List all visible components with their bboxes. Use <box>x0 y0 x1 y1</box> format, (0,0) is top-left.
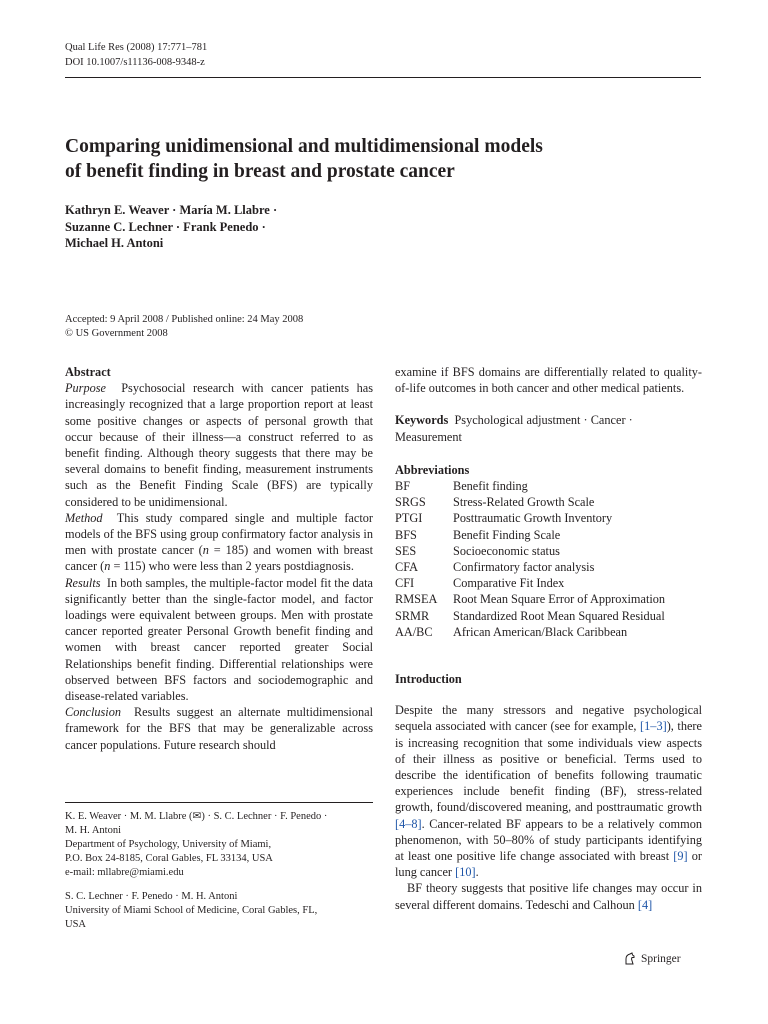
abbreviation-meaning: Comparative Fit Index <box>453 576 565 591</box>
abbreviation-meaning: Benefit Finding Scale <box>453 527 561 542</box>
affiliations <box>65 810 365 932</box>
method-text-2: = 185) and women with breast cancer ( <box>65 543 373 574</box>
abbreviation-term: AA/BC <box>395 624 433 639</box>
publisher-mark <box>623 952 681 966</box>
abstract-column <box>65 364 373 753</box>
abstract-heading: Abstract <box>65 365 111 379</box>
purpose-label: Purpose <box>65 381 106 396</box>
abbreviation-row <box>395 575 702 591</box>
abbreviation-row <box>395 608 702 624</box>
ref-link[interactable]: [9] <box>673 849 688 864</box>
keywords <box>395 412 702 444</box>
accepted-date: Accepted: 9 April 2008 / Published online: 24 May 2008 <box>65 314 304 325</box>
abbreviation-term: SES <box>395 543 417 558</box>
authors-line-3: Michael H. Antoni <box>65 236 164 250</box>
abbreviation-meaning: African American/Black Caribbean <box>453 624 628 639</box>
publication-dates <box>65 313 303 341</box>
copyright: © US Government 2008 <box>65 328 168 339</box>
header-rule <box>65 77 701 78</box>
abstract-continued: examine if BFS domains are differentially related to quality-of-life outcomes in both cancer and other medical patients. <box>395 365 702 396</box>
abbreviation-meaning: Standardized Root Mean Squared Residual <box>453 608 665 623</box>
abbreviation-meaning: Socioeconomic status <box>453 543 560 558</box>
method-n2: n <box>104 559 111 574</box>
intro-p1-text-b: ), there is increasing recognition that some individuals view aspects of their illness as positive or beneficial. Terms used to describe the identification of benefits following traumatic experiences include benefit finding (BF), stress-related growth, found/discovered meaning, and posttraumatic growth <box>395 719 702 815</box>
intro-paragraph-2 <box>395 880 702 912</box>
publisher-name: Springer <box>641 953 681 965</box>
doi: DOI 10.1007/s11136-008-9348-z <box>65 57 205 68</box>
keywords-label: Keywords <box>395 413 449 428</box>
intro-p2-text: BF theory suggests that positive life changes may occur in several different domains. Tedeschi and Calhoun <box>395 881 702 912</box>
abbreviation-term: RMSEA <box>395 592 438 607</box>
title-line-2: of benefit finding in breast and prostate cancer <box>65 161 455 182</box>
intro-paragraph-1 <box>395 702 702 880</box>
method-text-3: = 115) who were less than 2 years postdiagnosis. <box>110 559 354 574</box>
abbreviation-term: BFS <box>395 527 417 542</box>
right-column <box>395 364 702 913</box>
abstract-method <box>65 510 373 575</box>
abbreviation-term: BF <box>395 479 411 494</box>
author-list <box>65 202 465 252</box>
affil-email[interactable]: e-mail: mllabre@miami.edu <box>65 867 184 878</box>
abbreviation-row <box>395 510 702 526</box>
ref-link[interactable]: [10] <box>455 865 476 880</box>
authors-line-2: Suzanne C. Lechner · Frank Penedo · <box>65 219 266 234</box>
affil-school: University of Miami School of Medicine, Coral Gables, FL, <box>65 905 318 916</box>
abbreviation-term: SRMR <box>395 608 430 623</box>
abbreviation-row <box>395 591 702 607</box>
abbreviation-row <box>395 494 702 510</box>
abbreviation-row <box>395 478 702 494</box>
affil-authors-2: M. H. Antoni <box>65 825 122 836</box>
abbreviation-meaning: Confirmatory factor analysis <box>453 560 595 575</box>
conclusion-label: Conclusion <box>65 705 122 720</box>
abbreviation-term: SRGS <box>395 495 426 510</box>
affil-address: P.O. Box 24-8185, Coral Gables, FL 33134, USA <box>65 853 273 864</box>
article-title <box>65 134 665 184</box>
abstract-purpose <box>65 380 373 510</box>
method-label: Method <box>65 510 103 525</box>
intro-p1-text-a: Despite the many stressors and negative psychological sequela associated with cancer (see for example, <box>395 703 702 734</box>
authors-line-1: Kathryn E. Weaver · María M. Llabre · <box>65 203 278 217</box>
abbreviation-meaning: Root Mean Square Error of Approximation <box>453 592 666 607</box>
title-line-1: Comparing unidimensional and multidimensional models <box>65 136 543 157</box>
springer-horse-icon <box>623 952 637 966</box>
abbreviation-term: PTGI <box>395 511 423 526</box>
abbreviation-meaning: Posttraumatic Growth Inventory <box>453 511 613 526</box>
abbreviations-list <box>395 478 702 640</box>
ref-link[interactable]: [1–3] <box>640 719 667 734</box>
purpose-text: Psychosocial research with cancer patients has increasingly recognized that a large proportion report at least some positive changes or aspects of personal growth that occur because of their illness—a construct referred to as benefit finding. Although theory suggests that there may be several domains to benefit finding, measurement instruments such as the Benefit Finding Scale (BFS) are typically considered to be unidimensional. <box>65 381 373 509</box>
intro-p1-text-e: . <box>475 865 479 880</box>
affil-authors: K. E. Weaver · M. M. Llabre (✉) · S. C. Lechner · F. Penedo · <box>65 811 328 822</box>
affil-authors-3: S. C. Lechner · F. Penedo · M. H. Antoni <box>65 891 238 902</box>
conclusion-text: Results suggest an alternate multidimensional framework for the BFS that may be generalizable across cancer populations. Future research should <box>65 705 373 752</box>
ref-link[interactable]: [4] <box>637 897 653 912</box>
abbreviation-term: CFA <box>395 560 419 575</box>
citation: Qual Life Res (2008) 17:771–781 <box>65 42 208 53</box>
method-n1: n <box>202 543 209 558</box>
abstract-results <box>65 575 373 705</box>
footnote-rule <box>65 802 373 803</box>
abstract-conclusion <box>65 704 373 753</box>
abbreviation-row <box>395 559 702 575</box>
method-text-1: This study compared single and multiple factor models of the BFS using group confirmatory factor analysis in men with prostate cancer ( <box>65 510 374 558</box>
ref-link[interactable]: [4–8] <box>395 816 422 831</box>
affil-country: USA <box>65 919 87 930</box>
abbreviation-meaning: Stress-Related Growth Scale <box>453 495 595 510</box>
journal-citation <box>65 40 207 70</box>
intro-p1-text-c: . Cancer-related BF appears to be a relatively common phenomenon, with 50–80% of study participants identifying at least one positive life change associated with breast <box>395 816 702 864</box>
abbreviation-row <box>395 624 702 640</box>
abbreviation-row <box>395 543 702 559</box>
abbreviation-term: CFI <box>395 576 415 591</box>
abbreviations-heading: Abbreviations <box>395 462 470 477</box>
introduction-heading: Introduction <box>395 672 462 687</box>
results-text: In both samples, the multiple-factor model fit the data significantly better than the single-factor model, and factor loadings were equivalent between groups. Men with prostate cancer reported greater Personal Growth benefit finding and women with breast cancer reported greater Social Relationships benefit finding. Differential relationships were observed between BFS factors and sociodemographic and disease-related variables. <box>65 575 373 704</box>
keywords-text: Psychological adjustment · Cancer · Measurement <box>395 413 633 444</box>
intro-p1-text-d: or lung cancer <box>395 849 702 880</box>
abbreviation-meaning: Benefit finding <box>453 479 528 494</box>
results-label: Results <box>65 575 101 590</box>
abbreviation-row <box>395 527 702 543</box>
affil-dept: Department of Psychology, University of Miami, <box>65 839 272 850</box>
